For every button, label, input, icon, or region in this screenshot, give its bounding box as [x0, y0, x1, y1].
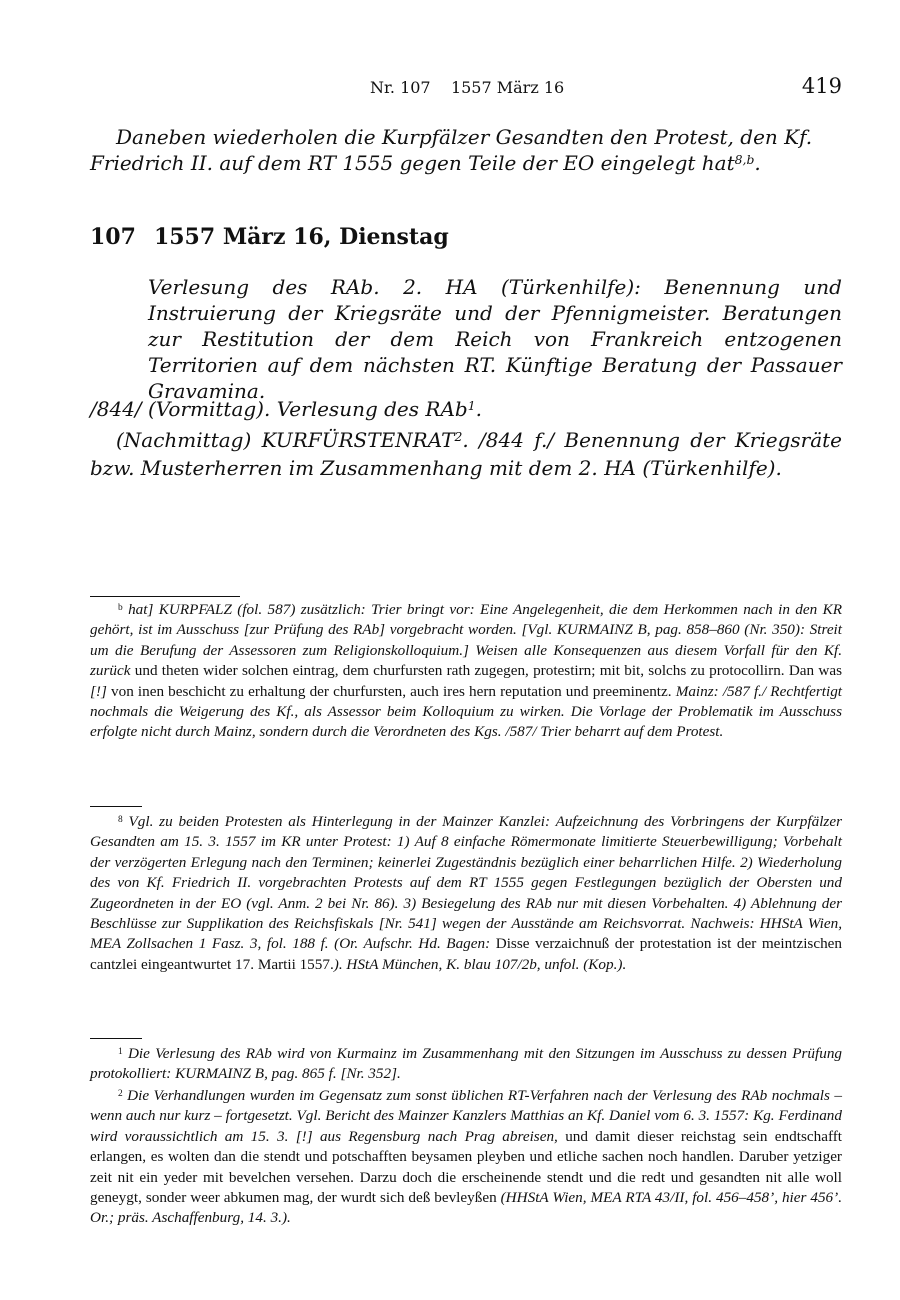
morning-end: . — [475, 397, 482, 421]
footnote-8-italic-1: Vgl. zu beiden Protesten als Hinterlegung in der Mainzer Kanzlei: Aufzeichnung des Vorbringens der Kurpfälzer Gesandten am 15. 3. 1557 im KR unter Protest: 1) Auf 8 einfache Römermonate limitierte Steuerbewilligung; Vorbehalt der verzögerten Erlegung nach den Terminen; keinerlei Zugeständnis bezüglich einer beharrlichen Hilfe. 2) Wiederholung des von Kf. Friedrich II. vorgebrachten Protests auf dem RT 1555 gegen Festlegungen bezüglich der Obersten und Zugeordneten in der EO (vgl. Anm. 2 bei Nr. 86). 3) Besiegelung des RAb nur mit diesen Vorbehalten. 4) Ablehnung der Beschlüsse zur Supplikation des Reichsfiskals [Nr. 541] wegen der Ausstände am Reichsvorrat. Nachweis: HHStA Wien, MEA Zollsachen 1 Fasz. 3, fol. 188 f. (Or. Aufschr. Hd. Bagen: — [90, 813, 842, 953]
footnote-ref-1: 1 — [467, 398, 476, 414]
entry-summary: Verlesung des RAb. 2. HA (Türkenhilfe): Benennung und Instruierung der Kriegsräte und der Pfennigmeister. Beratungen zur Restitution der dem Reich von Frankreich entzogenen Territorien auf dem nächsten RT. Künftige Beratung der Passauer Gravamina. — [148, 275, 842, 403]
footnote-rule-8 — [90, 806, 142, 807]
footnote-2-italic-1: Die Verhandlungen wurden im Gegensatz zum sonst üblichen RT-Verfahren nach der Verlesung des RAb nochmals – wenn auch nur kurz – fortgesetzt. Vgl. Bericht des Mainzer Kanzlers Matthias an Kf. Daniel vom 6. 3. 1557: Kg. Ferdinand wird voraussichtlich am 15. 3. [!] aus Regensburg nach Prag abreisen, — [90, 1087, 842, 1145]
morning-paragraph — [90, 396, 842, 422]
footnote-b-italic-1: hat] KURPFALZ (fol. 587) zusätzlich: Trier bringt vor: Eine Angelegenheit, die dem Herkommen nach in den KR gehört, ist im Ausschuss [zur Prüfung des RAb] vorgebracht worden. [Vgl. KURMAINZ B, pag. 858–860 (Nr. 350): Streit um die Berufung der Assessoren zum Religionskolloquium.] Weisen alle Konsequenzen aus diesem Vorfall für den Kf. zurück — [90, 601, 842, 680]
intro-paragraph — [90, 124, 842, 176]
footnote-b-italic-2: [!] — [90, 682, 107, 700]
entry-number: 107 — [90, 224, 136, 250]
footnote-2-mark: 2 — [118, 1088, 123, 1099]
footnote-b-quote-1: und theten wider solchen eintrag, dem churfursten rath zugegen, protestirn; mit bit, solchs zu protocollirn. Dan was — [134, 662, 843, 680]
footnote-b-quote-2: von inen beschicht zu erhaltung der churfursten, auch ires hern reputation und preeminentz. — [111, 682, 672, 700]
footnote-1-italic: Die Verlesung des RAb wird von Kurmainz im Zusammenhang mit den Sitzungen im Ausschuss zu dessen Prüfung protokolliert: KURMAINZ B, pag. 865 f. [Nr. 352]. — [90, 1045, 843, 1083]
footnote-1 — [90, 1044, 842, 1085]
morning-text: /844/ (Vormittag). Verlesung des RAb — [90, 397, 468, 421]
footnote-8-italic-2: ). HStA München, K. blau 107/2b, unfol. (Kop.). — [333, 955, 627, 973]
intro-end: . — [754, 151, 761, 175]
intro-text: Daneben wiederholen die Kurpfälzer Gesandten den Protest, den Kf. Friedrich II. auf dem RT 1555 gegen Teile der EO eingelegt hat — [90, 125, 813, 175]
footnote-8-quote: Disse verzaichnuß der protestation ist der meintzischen cantzlei eingeantwurtet 17. Martii 1557. — [90, 935, 843, 973]
afternoon-paragraph — [90, 426, 842, 482]
entry-heading — [90, 224, 449, 250]
footnote-rule-1 — [90, 1038, 142, 1039]
footnote-b-mark: b — [118, 602, 123, 613]
footnote-1-mark: 1 — [118, 1046, 123, 1057]
footnote-ref-2: 2 — [454, 429, 463, 445]
footnote-8 — [90, 812, 842, 975]
page-number: 419 — [801, 74, 842, 98]
afternoon-text-b: . /844 f./ Benennung der Kriegsräte bzw. Musterherren im Zusammenhang mit dem 2. HA (Türkenhilfe). — [90, 428, 842, 480]
footnote-b-italic-3: Mainz: /587 f./ Rechtfertigt nochmals die Weigerung des Kf., als Assessor beim Kolloquium zu wirken. Die Vorlage der Problematik im Ausschuss erfolgte nicht durch Mainz, sondern durch die Verordneten des Kgs. /587/ Trier beharrt auf dem Protest. — [90, 682, 843, 741]
footnote-b — [90, 600, 842, 743]
running-head-title: Nr. 107 1557 März 16 — [370, 78, 565, 97]
entry-date: 1557 März 16, Dienstag — [153, 224, 449, 250]
footnote-8-mark: 8 — [118, 814, 123, 825]
footnote-2-italic-2: (HHStA Wien, MEA RTA 43/II, fol. 456–458’, hier 456’. Or.; präs. Aschaffenburg, 14. 3.). — [90, 1189, 842, 1227]
intro-footnote-ref: 8,b — [734, 152, 755, 168]
footnote-rule-b — [90, 596, 240, 597]
footnote-2-quote: und damit dieser reichstag sein endtschafft erlangen, es wolten dan die stendt und potschafften beysamen pleyben und etliche sachen noch handlen. Daruber yetziger zeit nit ein yeder mit bevelchen versehen. Darzu doch die erscheinende stendt und die redt und gesandten nit alle woll geneygt, sonder weer abkumen mag, der wurdt sich deß bevleyßen — [90, 1127, 843, 1207]
afternoon-text-a: (Nachmittag) KURFÜRSTENRAT — [116, 428, 455, 452]
footnote-2 — [90, 1086, 842, 1229]
